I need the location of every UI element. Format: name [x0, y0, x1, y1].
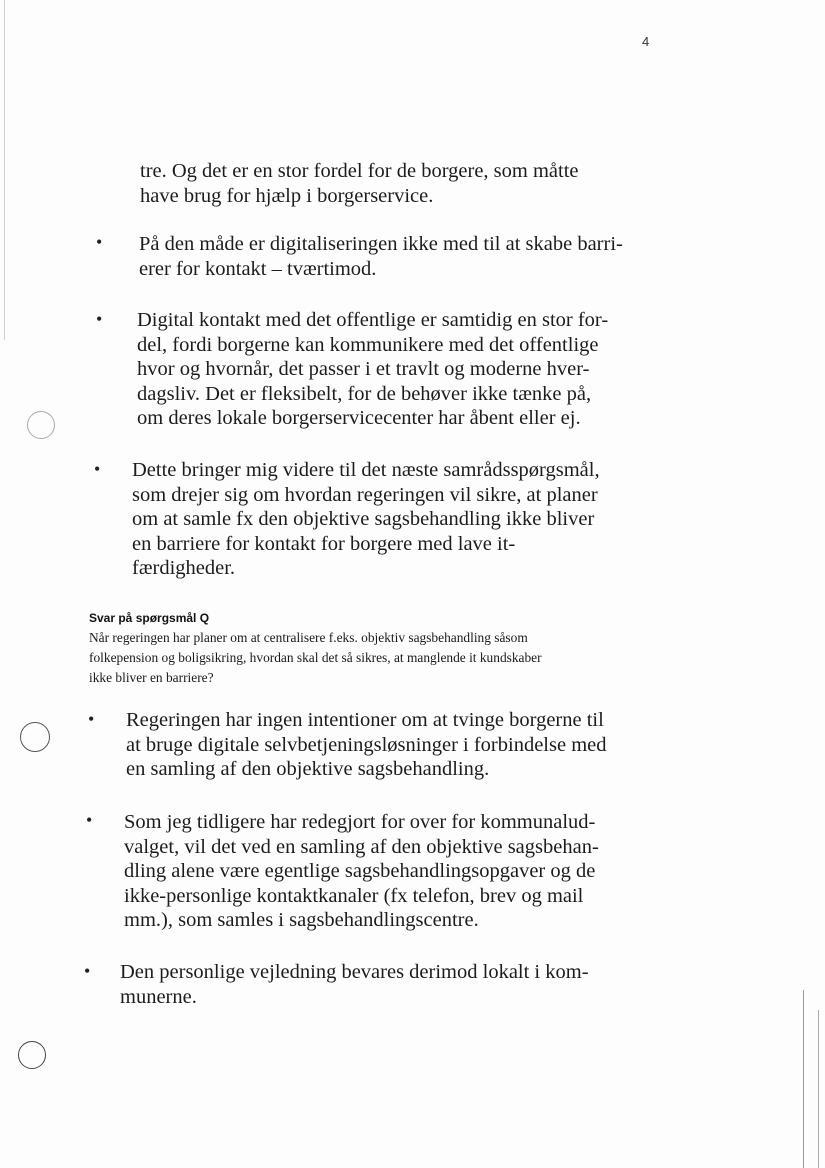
bullet-marker: •	[94, 459, 101, 479]
bullet-marker: •	[86, 810, 93, 830]
page-number: 4	[642, 34, 650, 49]
text-line: del, fordi borgerne kan kommunikere med det offentlige	[137, 333, 599, 356]
text-line: munerne.	[120, 985, 197, 1008]
text-line: Som jeg tidligere har redegjort for over for kommunalud-	[124, 811, 596, 833]
bullet-marker: •	[96, 309, 103, 329]
text-line: Dette bringer mig videre til det næste samrådsspørgsmål,	[132, 459, 600, 481]
bullet-marker: •	[88, 709, 95, 729]
bullet-item	[139, 232, 623, 281]
punch-hole-middle	[20, 722, 50, 752]
text-line: erer for kontakt – tværtimod.	[139, 257, 377, 280]
scan-edge-left	[4, 0, 5, 340]
text-line: dling alene være egentlige sagsbehandlingsopgaver og de	[124, 860, 596, 882]
text-line: have brug for hjælp i borgerservice.	[140, 184, 434, 207]
question-text	[89, 628, 649, 688]
bullet-item	[132, 458, 600, 581]
answer-heading: Svar på spørgsmål Q	[89, 611, 210, 625]
text-line: om at samle fx den objektive sagsbehandling ikke bliver	[132, 508, 595, 530]
text-line: hvor og hvornår, det passer i et travlt og moderne hver-	[137, 358, 590, 380]
text-line: dagsliv. Det er fleksibelt, for de behøver ikke tænke på,	[137, 382, 592, 405]
question-line: Når regeringen har planer om at centralisere f.eks. objektiv sagsbehandling såsom	[89, 630, 528, 645]
continuation-paragraph	[140, 159, 579, 208]
bullet-item	[137, 308, 608, 431]
text-line: På den måde er digitaliseringen ikke med til at skabe barri-	[139, 233, 623, 255]
text-line: færdigheder.	[132, 557, 236, 579]
text-line: Regeringen har ingen intentioner om at tvinge borgerne til	[126, 709, 604, 731]
text-line: ikke-personlige kontaktkanaler (fx telefon, brev og mail	[124, 884, 584, 907]
text-line: at bruge digitale selvbetjeningsløsninger i forbindelse med	[126, 733, 607, 756]
text-line: valget, vil det ved en samling af den objektive sagsbehan-	[124, 835, 599, 858]
punch-hole-bottom	[18, 1041, 46, 1069]
text-line: Den personlige vejledning bevares derimod lokalt i kom-	[120, 961, 589, 983]
text-line: om deres lokale borgerservicecenter har åbent eller ej.	[137, 407, 581, 429]
punch-hole-top	[27, 411, 55, 439]
text-line: mm.), som samles i sagsbehandlingscentre.	[124, 909, 479, 931]
question-line: ikke bliver en barriere?	[89, 670, 214, 685]
scan-edge-right	[803, 990, 804, 1168]
text-line: en samling af den objektive sagsbehandling.	[126, 758, 490, 780]
question-line: folkepension og boligsikring, hvordan skal det så sikres, at manglende it kundskaber	[89, 650, 542, 665]
text-line: som drejer sig om hvordan regeringen vil sikre, at planer	[132, 483, 598, 506]
bullet-marker: •	[96, 232, 103, 252]
text-line: Digital kontakt med det offentlige er samtidig en stor for-	[137, 309, 609, 331]
text-line: en barriere for kontakt for borgere med lave it-	[132, 532, 516, 555]
bullet-marker: •	[84, 961, 91, 981]
bullet-item	[126, 708, 607, 782]
scan-edge-right-2	[818, 1010, 819, 1168]
bullet-item	[120, 960, 589, 1009]
bullet-item	[124, 810, 599, 933]
text-line: tre. Og det er en stor fordel for de borgere, som måtte	[140, 160, 579, 182]
